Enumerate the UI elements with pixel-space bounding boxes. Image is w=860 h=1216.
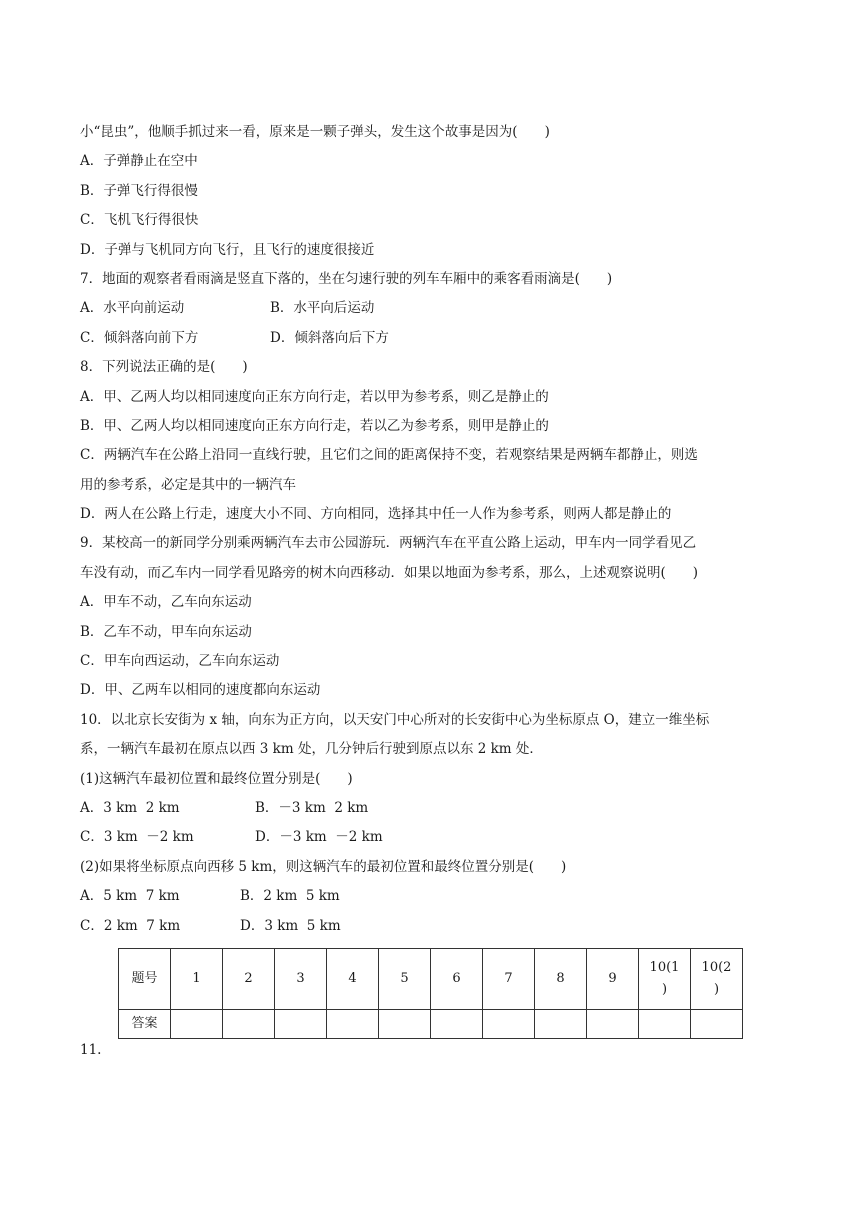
answer-table-row-label: 题号 [119, 949, 171, 1010]
q10-part-2-options-row-1 [80, 882, 780, 911]
q7-options-row-2 [80, 324, 780, 353]
q10-part-1-options-row-2 [80, 823, 780, 852]
q9-option-d: D．甲、乙两车以相同的速度都向东运动 [80, 682, 321, 699]
q10-part-2-option-a: A．5 km 7 km [80, 888, 180, 905]
q7-option-d: D．倾斜落向后下方 [270, 329, 389, 346]
answer-table-header-cell: 8 [535, 949, 587, 1010]
answer-cell[interactable] [379, 1010, 431, 1039]
q8-option-a: A．甲、乙两人均以相同速度向正东方向行走，若以甲为参考系，则乙是静止的 [80, 388, 549, 405]
q7-options-row-1 [80, 294, 780, 323]
q6-option-a: A．子弹静止在空中 [80, 153, 198, 170]
answer-table-header-cell: 4 [327, 949, 379, 1010]
answer-table-header-cell: 9 [587, 949, 639, 1010]
answer-cell[interactable] [171, 1010, 223, 1039]
q6-option-c: C．飞机飞行得很快 [80, 212, 199, 229]
answer-table-header-cell: 3 [275, 949, 327, 1010]
answer-table-answer-row [119, 1010, 743, 1039]
q10-part-1-options-row-1 [80, 794, 780, 823]
answer-table [118, 948, 743, 1039]
q10-part-1-option-d: D．－3 km －2 km [255, 829, 383, 846]
q6-option-d: D．子弹与飞机同方向飞行，且飞行的速度很接近 [80, 241, 375, 258]
answer-cell[interactable] [639, 1010, 691, 1039]
answer-table-header-row [119, 949, 743, 1010]
answer-cell[interactable] [275, 1010, 327, 1039]
q8-option-c-line-2: 用的参考系，必定是其中的一辆汽车 [80, 476, 296, 493]
q9-option-a: A．甲车不动，乙车向东运动 [80, 594, 252, 611]
q8-option-c-line-1: C．两辆汽车在公路上沿同一直线行驶，且它们之间的距离保持不变，若观察结果是两辆车都静止，则选 [80, 447, 698, 464]
answer-table-header-cell: 7 [483, 949, 535, 1010]
q10-part-2-option-d: D．3 km 5 km [240, 917, 341, 934]
q10-part-2-option-b: B．2 km 5 km [240, 888, 340, 905]
q10-part-1-option-c: C．3 km －2 km [80, 829, 194, 846]
q8-option-d: D．两人在公路上行走，速度大小不同、方向相同，选择其中任一人作为参考系，则两人都是静止的 [80, 506, 672, 523]
q8-option-b: B．甲、乙两人均以相同速度向正东方向行走，若以乙为参考系，则甲是静止的 [80, 417, 549, 434]
answer-table-row-label: 答案 [119, 1010, 171, 1039]
q10-part-2-stem: (2)如果将坐标原点向西移 5 km，则这辆汽车的最初位置和最终位置分别是( ) [80, 858, 567, 875]
answer-table-header-cell: 10(2 ) [691, 949, 743, 1010]
q10-part-1-option-b: B．－3 km 2 km [255, 799, 369, 816]
answer-cell[interactable] [483, 1010, 535, 1039]
q7-stem: 7．地面的观察者看雨滴是竖直下落的，坐在匀速行驶的列车车厢中的乘客看雨滴是( ) [80, 270, 613, 287]
q9-option-c: C．甲车向西运动，乙车向东运动 [80, 653, 280, 670]
answer-cell[interactable] [691, 1010, 743, 1039]
answer-cell[interactable] [535, 1010, 587, 1039]
q10-part-2-options-row-2 [80, 912, 780, 941]
q6-stem-tail: 小“昆虫”，他顺手抓过来一看，原来是一颗子弹头，发生这个故事是因为( ) [80, 124, 550, 140]
q9-stem-line-2: 车没有动，而乙车内一同学看见路旁的树木向西移动．如果以地面为参考系，那么，上述观察说明( ) [80, 564, 699, 581]
answer-cell[interactable] [587, 1010, 639, 1039]
answer-table-header-cell: 6 [431, 949, 483, 1010]
q10-part-2-option-c: C．2 km 7 km [80, 917, 181, 934]
q7-option-c: C．倾斜落向前下方 [80, 329, 199, 346]
q10-stem-line-2: 系，一辆汽车最初在原点以西 3 km 处，几分钟后行驶到原点以东 2 km 处． [80, 741, 543, 758]
q10-part-1-option-a: A．3 km 2 km [80, 799, 180, 816]
answer-table-header-cell: 5 [379, 949, 431, 1010]
answer-table-header-cell: 1 [171, 949, 223, 1010]
q9-option-b: B．乙车不动，甲车向东运动 [80, 623, 252, 640]
q9-stem-line-1: 9．某校高一的新同学分别乘两辆汽车去市公园游玩．两辆汽车在平直公路上运动，甲车内一同学看见乙 [80, 535, 697, 552]
answer-table-header-cell: 10(1 ) [639, 949, 691, 1010]
question-content [80, 118, 780, 941]
q11-number: 11. [80, 1042, 102, 1058]
answer-cell[interactable] [223, 1010, 275, 1039]
answer-cell[interactable] [431, 1010, 483, 1039]
q8-stem: 8．下列说法正确的是( ) [80, 359, 248, 376]
q7-option-b: B．水平向后运动 [270, 300, 375, 317]
answer-cell[interactable] [327, 1010, 379, 1039]
q7-option-a: A．水平向前运动 [80, 300, 185, 317]
q10-stem-line-1: 10．以北京长安街为 x 轴，向东为正方向，以天安门中心所对的长安街中心为坐标原点 O，建立一维坐标 [80, 711, 710, 728]
answer-table-header-cell: 2 [223, 949, 275, 1010]
q10-part-1-stem: (1)这辆汽车最初位置和最终位置分别是( ) [80, 770, 353, 787]
q6-option-b: B．子弹飞行得很慢 [80, 182, 198, 199]
